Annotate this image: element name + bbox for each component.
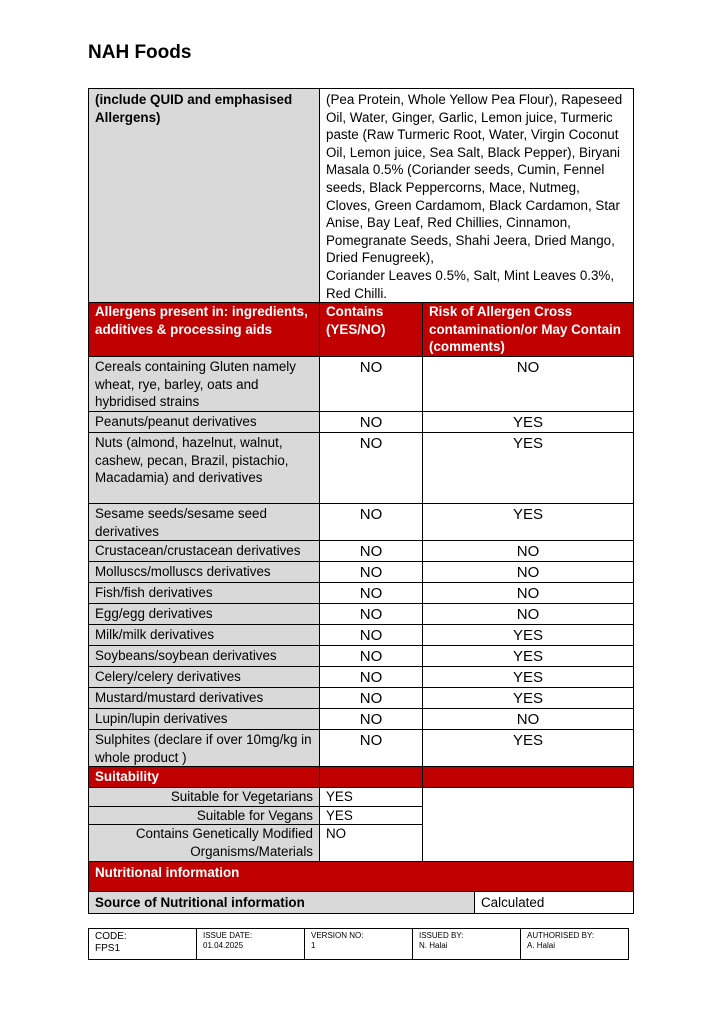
allergen-row bbox=[89, 562, 634, 583]
ingredients-label: (include QUID and emphasised Allergens) bbox=[89, 89, 320, 303]
allergen-row bbox=[89, 357, 634, 412]
suitability-label: Contains Genetically Modified Organisms/Materials bbox=[89, 825, 320, 861]
footer-code-label: CODE: bbox=[95, 931, 127, 942]
allergen-row bbox=[89, 646, 634, 667]
footer-issued-value: N. Halai bbox=[419, 941, 448, 950]
footer-code-value: FPS1 bbox=[95, 943, 121, 954]
suitability-blank bbox=[423, 825, 634, 861]
allergen-name: Egg/egg derivatives bbox=[89, 604, 320, 625]
allergen-row bbox=[89, 625, 634, 646]
allergen-risk: NO bbox=[423, 541, 634, 562]
footer-auth-label: AUTHORISED BY: bbox=[527, 931, 595, 940]
allergen-name: Molluscs/molluscs derivatives bbox=[89, 562, 320, 583]
suitability-header-blank bbox=[423, 767, 634, 788]
allergen-header-col3: Risk of Allergen Cross contamination/or May Contain (comments) bbox=[423, 303, 634, 357]
suitability-row bbox=[89, 825, 634, 861]
nutrition-header-row bbox=[89, 861, 634, 891]
footer-code bbox=[89, 929, 197, 960]
allergen-risk: YES bbox=[423, 667, 634, 688]
allergen-risk: YES bbox=[423, 503, 634, 540]
allergen-name: Peanuts/peanut derivatives bbox=[89, 411, 320, 432]
company-title: NAH Foods bbox=[88, 42, 192, 63]
allergen-risk: NO bbox=[423, 357, 634, 412]
suitability-blank bbox=[423, 788, 634, 807]
allergen-row bbox=[89, 730, 634, 767]
suitability-row bbox=[89, 806, 634, 825]
allergen-contains: NO bbox=[320, 503, 423, 540]
allergen-name: Sesame seeds/sesame seed derivatives bbox=[89, 503, 320, 540]
allergen-name: Mustard/mustard derivatives bbox=[89, 688, 320, 709]
allergen-header-row bbox=[89, 303, 634, 357]
suitability-label: Suitable for Vegans bbox=[89, 806, 320, 825]
allergen-row bbox=[89, 688, 634, 709]
allergen-risk: NO bbox=[423, 709, 634, 730]
allergen-name: Soybeans/soybean derivatives bbox=[89, 646, 320, 667]
allergen-name: Lupin/lupin derivatives bbox=[89, 709, 320, 730]
suitability-label: Suitable for Vegetarians bbox=[89, 788, 320, 807]
allergen-name: Crustacean/crustacean derivatives bbox=[89, 541, 320, 562]
allergen-header-col2: Contains (YES/NO) bbox=[320, 303, 423, 357]
allergen-header-col1: Allergens present in: ingredients, additives & processing aids bbox=[89, 303, 320, 357]
allergen-contains: NO bbox=[320, 604, 423, 625]
allergen-contains: NO bbox=[320, 411, 423, 432]
allergen-risk: YES bbox=[423, 411, 634, 432]
allergen-name: Celery/celery derivatives bbox=[89, 667, 320, 688]
allergen-contains: NO bbox=[320, 688, 423, 709]
suitability-value: NO bbox=[320, 825, 423, 861]
nutrition-source-row bbox=[89, 891, 634, 913]
allergen-risk: YES bbox=[423, 688, 634, 709]
allergen-name: Fish/fish derivatives bbox=[89, 583, 320, 604]
ingredients-text bbox=[320, 89, 634, 303]
ingredients-text-main: (Pea Protein, Whole Yellow Pea Flour), Rapeseed Oil, Water, Ginger, Garlic, Lemon juice, Turmeric paste (Raw Turmeric Root, Water, Virgin Coconut Oil, Lemon juice, Sea Salt, Black Pepper), Biryani Masala 0.5% (Coriander seeds, Cumin, Fennel seeds, Black Peppercorns, Mace, Nutmeg, Cloves, Green Cardamom, Black Cardamon, Star Anise, Bay Leaf, Red Chillies, Cinnamon, Pomegranate Seeds, Shahi Jeera, Dried Mango, Dried Fenugreek), bbox=[326, 92, 623, 266]
footer-version-label: VERSION NO: bbox=[311, 931, 364, 940]
suitability-title: Suitability bbox=[89, 767, 320, 788]
suitability-value: YES bbox=[320, 788, 423, 807]
allergen-row bbox=[89, 709, 634, 730]
nutrition-title: Nutritional information bbox=[89, 861, 634, 891]
allergen-name: Sulphites (declare if over 10mg/kg in whole product ) bbox=[89, 730, 320, 767]
footer-issue-date bbox=[197, 929, 305, 960]
footer-issue-label: ISSUE DATE: bbox=[203, 931, 253, 940]
allergen-risk: YES bbox=[423, 730, 634, 767]
allergen-row bbox=[89, 667, 634, 688]
allergen-row bbox=[89, 411, 634, 432]
allergen-name: Milk/milk derivatives bbox=[89, 625, 320, 646]
allergen-contains: NO bbox=[320, 432, 423, 503]
allergen-contains: NO bbox=[320, 625, 423, 646]
allergen-name: Cereals containing Gluten namely wheat, rye, barley, oats and hybridised strains bbox=[89, 357, 320, 412]
footer-authorised-by bbox=[521, 929, 629, 960]
allergen-risk: YES bbox=[423, 432, 634, 503]
allergen-row bbox=[89, 541, 634, 562]
allergen-row bbox=[89, 583, 634, 604]
allergen-contains: NO bbox=[320, 562, 423, 583]
allergen-risk: NO bbox=[423, 583, 634, 604]
suitability-blank bbox=[423, 806, 634, 825]
footer-issued-by bbox=[413, 929, 521, 960]
allergen-risk: NO bbox=[423, 562, 634, 583]
footer-version-value: 1 bbox=[311, 941, 316, 950]
allergen-contains: NO bbox=[320, 541, 423, 562]
ingredients-row bbox=[89, 89, 634, 303]
allergen-name: Nuts (almond, hazelnut, walnut, cashew, pecan, Brazil, pistachio, Macadamia) and derivatives bbox=[89, 432, 320, 503]
footer-version bbox=[305, 929, 413, 960]
footer-issued-label: ISSUED BY: bbox=[419, 931, 464, 940]
suitability-header-row bbox=[89, 767, 634, 788]
allergen-contains: NO bbox=[320, 583, 423, 604]
allergen-row bbox=[89, 432, 634, 503]
allergen-contains: NO bbox=[320, 357, 423, 412]
allergen-contains: NO bbox=[320, 667, 423, 688]
nutrition-source-label: Source of Nutritional information bbox=[89, 891, 475, 913]
suitability-header-blank bbox=[320, 767, 423, 788]
allergen-contains: NO bbox=[320, 709, 423, 730]
allergen-risk: YES bbox=[423, 646, 634, 667]
allergen-contains: NO bbox=[320, 646, 423, 667]
footer-auth-value: A. Halai bbox=[527, 941, 556, 950]
allergen-risk: YES bbox=[423, 625, 634, 646]
document-footer bbox=[88, 928, 629, 960]
suitability-row bbox=[89, 788, 634, 807]
allergen-risk: NO bbox=[423, 604, 634, 625]
nutrition-source-value: Calculated bbox=[475, 891, 634, 913]
specification-table bbox=[88, 88, 634, 914]
ingredients-text-end: Coriander Leaves 0.5%, Salt, Mint Leaves 0.3%, Red Chilli. bbox=[326, 267, 615, 301]
allergen-row bbox=[89, 604, 634, 625]
allergen-contains: NO bbox=[320, 730, 423, 767]
suitability-value: YES bbox=[320, 806, 423, 825]
footer-issue-value: 01.04.2025 bbox=[203, 941, 244, 950]
allergen-row bbox=[89, 503, 634, 540]
